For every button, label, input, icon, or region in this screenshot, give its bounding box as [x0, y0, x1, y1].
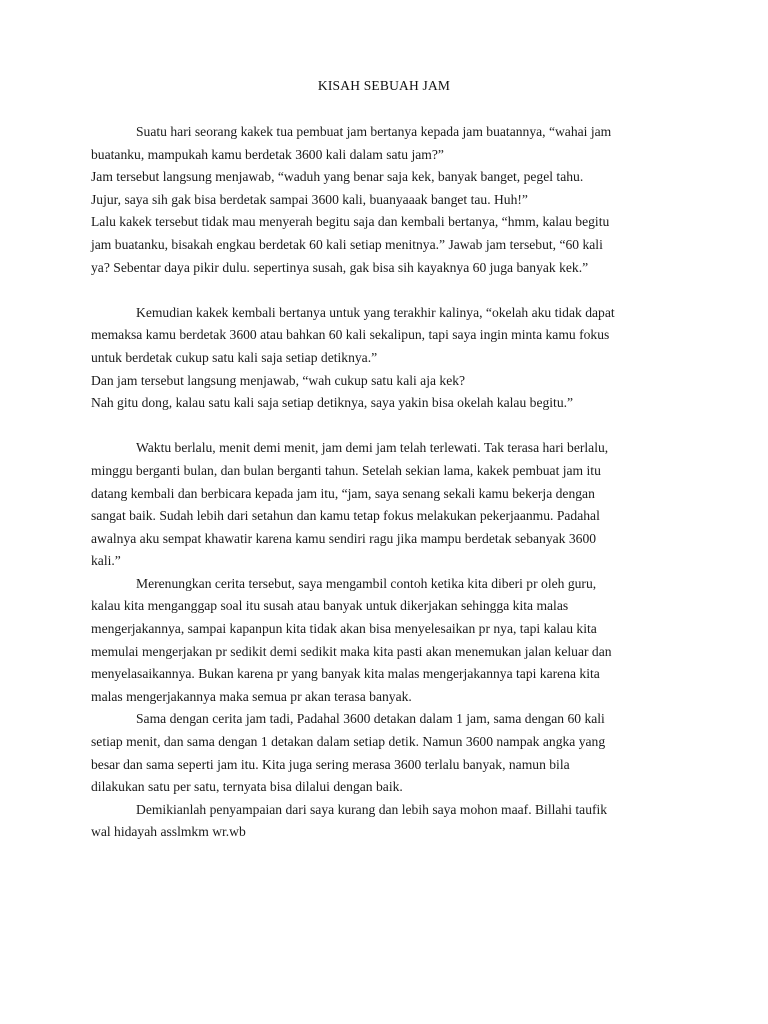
text-line: wal hidayah asslmkm wr.wb	[91, 824, 246, 840]
text-line: malas mengerjakannya maka semua pr akan terasa banyak.	[91, 688, 412, 704]
text-line: Sama dengan cerita jam tadi, Padahal 3600 detakan dalam 1 jam, sama dengan 60 kali	[136, 711, 605, 727]
text-line: Dan jam tersebut langsung menjawab, “wah cukup satu kali aja kek?	[91, 372, 466, 388]
text-line: minggu berganti bulan, dan bulan berganti tahun. Setelah sekian lama, kakek pembuat jam itu	[91, 462, 601, 478]
text-line: Jam tersebut langsung menjawab, “waduh yang benar saja kek, banyak banget, pegel tahu.	[91, 169, 584, 185]
document-body	[91, 121, 681, 844]
paragraph-gap	[91, 279, 681, 302]
text-line: awalnya aku sempat khawatir karena kamu sendiri ragu jika mampu berdetak sebanyak 3600	[91, 530, 597, 546]
text-line: Waktu berlalu, menit demi menit, jam demi jam telah terlewati. Tak terasa hari berlalu,	[136, 440, 609, 456]
text-line: ya? Sebentar daya pikir dulu. sepertinya susah, gak bisa sih kayaknya 60 juga banyak kek.”	[91, 259, 589, 275]
text-line: datang kembali dan berbicara kepada jam itu, “jam, saya senang sekali kamu bekerja dengan	[91, 485, 595, 501]
text-line: sangat baik. Sudah lebih dari setahun dan kamu tetap fokus melakukan pekerjaanmu. Padahal	[91, 508, 600, 524]
text-line: setiap menit, dan sama dengan 1 detakan dalam setiap detik. Namun 3600 nampak angka yang	[91, 734, 606, 750]
text-line: Lalu kakek tersebut tidak mau menyerah begitu saja dan kembali bertanya, “hmm, kalau begitu	[91, 214, 610, 230]
paragraph-gap	[91, 415, 681, 438]
text-line: memaksa kamu berdetak 3600 atau bahkan 60 kali sekalipun, tapi saya ingin minta kamu fokus	[91, 327, 610, 343]
document-title: KISAH SEBUAH JAM	[317, 78, 451, 93]
text-line: dilakukan satu per satu, ternyata bisa dilalui dengan baik.	[91, 779, 403, 795]
text-line: Jujur, saya sih gak bisa berdetak sampai 3600 kali, buanyaaak banget tau. Huh!”	[91, 191, 528, 207]
text-line: Demikianlah penyampaian dari saya kurang dan lebih saya mohon maaf. Billahi taufik	[136, 801, 608, 817]
text-line: Kemudian kakek kembali bertanya untuk yang terakhir kalinya, “okelah aku tidak dapat	[136, 304, 615, 320]
text-line: memulai mengerjakan pr sedikit demi sedikit maka kita pasti akan menemukan jalan keluar dan	[91, 643, 612, 659]
text-line: untuk berdetak cukup satu kali saja setiap detiknya.”	[91, 349, 378, 365]
text-line: mengerjakannya, sampai kapanpun kita tidak akan bisa menyelesaikan pr nya, tapi kalau kita	[91, 621, 597, 637]
text-line: Suatu hari seorang kakek tua pembuat jam bertanya kepada jam buatannya, “wahai jam	[136, 124, 612, 139]
text-line: Nah gitu dong, kalau satu kali saja setiap detiknya, saya yakin bisa okelah kalau begitu.”	[91, 395, 574, 411]
text-line: menyelasaikannya. Bukan karena pr yang banyak kita malas mengerjakannya tapi karena kita	[91, 666, 600, 682]
text-line: kalau kita menganggap soal itu susah atau banyak untuk dikerjakan sehingga kita malas	[91, 598, 569, 614]
text-line: jam buatanku, bisakah engkau berdetak 60 kali setiap menitnya.” Jawab jam tersebut, “60 kali	[91, 236, 603, 252]
text-line: Merenungkan cerita tersebut, saya mengambil contoh ketika kita diberi pr oleh guru,	[136, 575, 597, 591]
text-line: besar dan sama seperti jam itu. Kita juga sering merasa 3600 terlalu banyak, namun bila	[91, 756, 570, 772]
text-line: kali.”	[91, 553, 121, 569]
text-line: buatanku, mampukah kamu berdetak 3600 kali dalam satu jam?”	[91, 146, 444, 162]
